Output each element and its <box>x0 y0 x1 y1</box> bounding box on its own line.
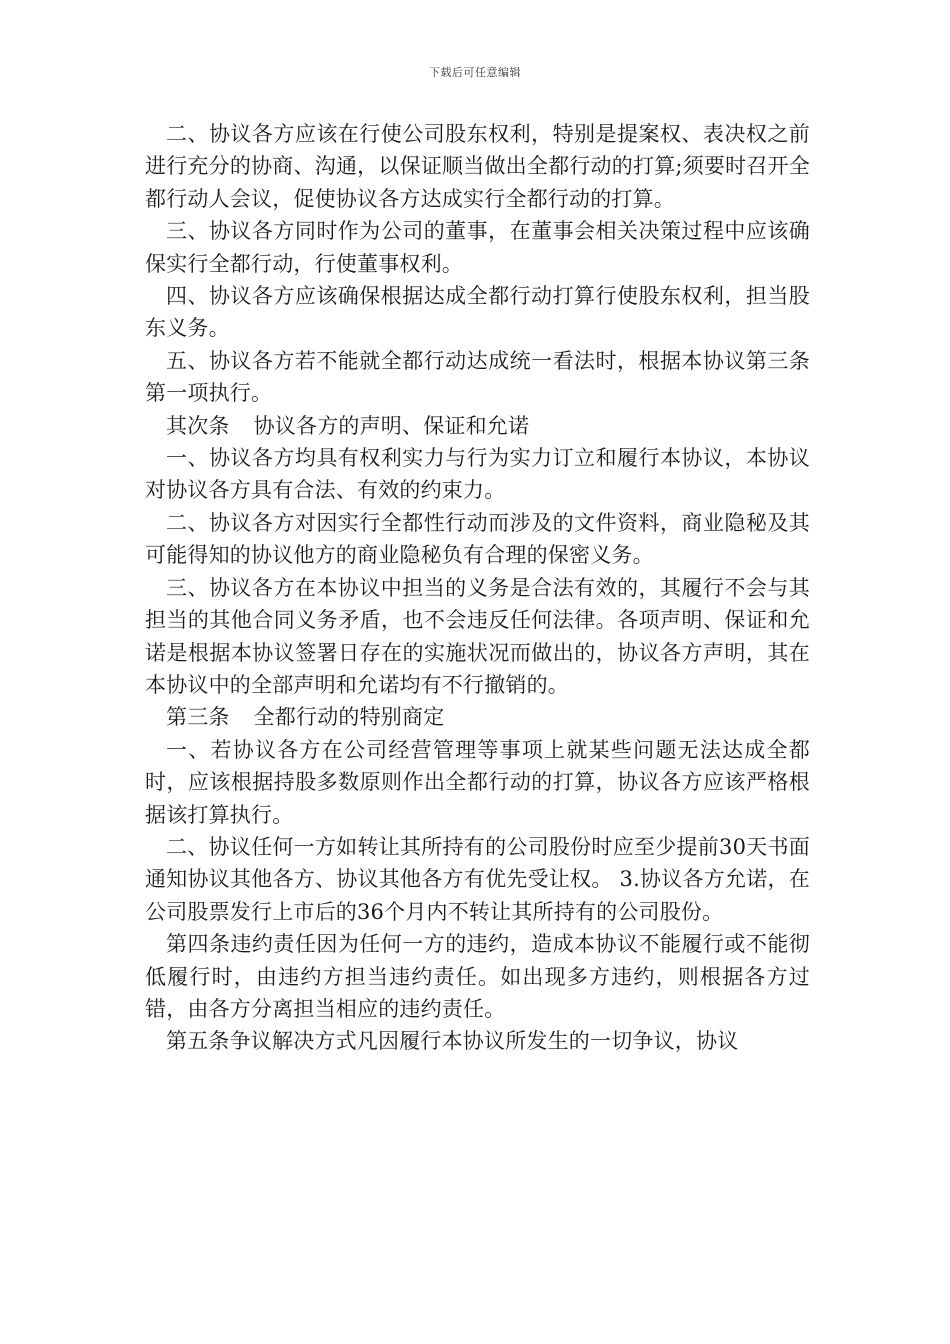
paragraph-1: 二、协议各方应该在行使公司股东权利，特别是提案权、表决权之前进行充分的协商、沟通，以保证顺当做出全都行动的打算;须要时召开全都行动人会议，促使协议各方达成实行全都行动的打算。 <box>145 122 810 211</box>
paragraph-8: 一、若协议各方在公司经营管理等事项上就某些问题无法达成全都时，应该根据持股多数原则作出全都行动的打算，协议各方应该严格根据该打算执行。 <box>145 737 810 827</box>
article-3-heading <box>145 701 810 733</box>
article-3-title: 全都行动的特别商定 <box>253 705 445 730</box>
paragraph-4: 五、协议各方若不能就全都行动达成统一看法时，根据本协议第三条第一项执行。 <box>145 348 810 406</box>
article-5-paragraph <box>145 1025 810 1057</box>
article-2-title: 协议各方的声明、保证和允诺 <box>253 413 530 438</box>
paragraph-6: 二、协议各方对因实行全都性行动而涉及的文件资料，商业隐秘及其可能得知的协议他方的商业隐秘负有合理的保密义务。 <box>145 510 810 568</box>
paragraph-7: 三、协议各方在本协议中担当的义务是合法有效的，其履行不会与其担当的其他合同义务矛盾，也不会违反任何法律。各项声明、保证和允诺是根据本协议签署日存在的实施状况而做出的，协议各方声明，其在本协议中的全部声明和允诺均有不行撤销的。 <box>145 575 810 697</box>
article-2-heading <box>145 410 810 442</box>
paragraph-5: 一、协议各方均具有权利实力与行为实力订立和履行本协议，本协议对协议各方具有合法、有效的约束力。 <box>145 446 810 503</box>
article-2-label: 其次条 <box>166 413 230 438</box>
paragraph-9: 二、协议任何一方如转让其所持有的公司股份时应至少提前30天书面通知协议其他各方、协议其他各方有优先受让权。 3.协议各方允诺，在公司股票发行上市后的36个月内不转让其所持有的公司股份。 <box>145 834 810 924</box>
document-body <box>145 118 810 1058</box>
article-4-label: 第四条 <box>166 932 231 957</box>
page-header: 下载后可任意编辑 <box>429 66 521 79</box>
article-3-label: 第三条 <box>166 705 230 730</box>
paragraph-2: 三、协议各方同时作为公司的董事，在董事会相关决策过程中应该确保实行全都行动，行使董事权利。 <box>145 219 810 276</box>
article-4-paragraph <box>145 928 810 1025</box>
article-4-text: 违约责任因为任何一方的违约，造成本协议不能履行或不能彻低履行时，由违约方担当违约责任。如出现多方违约，则根据各方过错，由各方分离担当相应的违约责任。 <box>145 932 810 1021</box>
article-5-text: 争议解决方式凡因履行本协议所发生的一切争议，协议 <box>229 1029 739 1054</box>
article-5-label: 第五条 <box>166 1029 230 1054</box>
paragraph-3: 四、协议各方应该确保根据达成全都行动打算行使股东权利，担当股东义务。 <box>145 284 810 341</box>
